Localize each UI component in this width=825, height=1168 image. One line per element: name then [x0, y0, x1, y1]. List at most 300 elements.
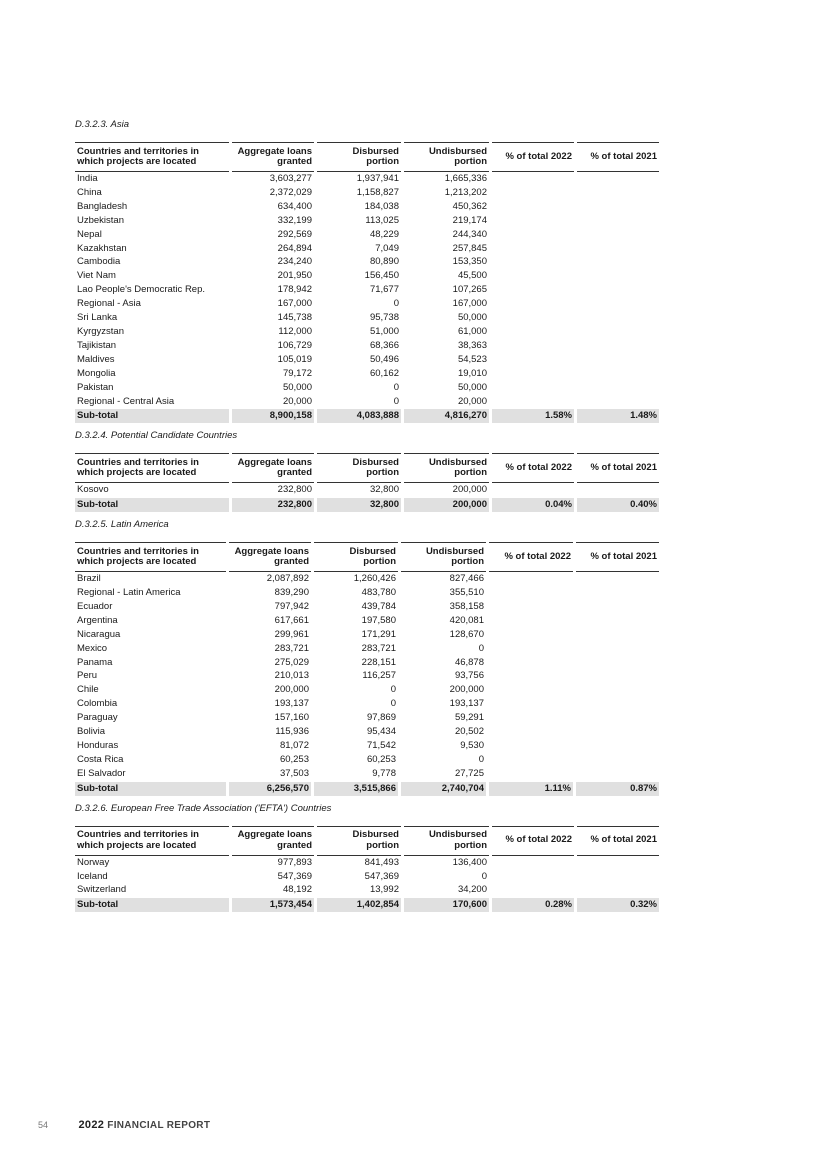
- value-cell: [577, 855, 659, 869]
- value-cell: 283,721: [274, 642, 309, 654]
- value-cell: [489, 725, 573, 739]
- value-cell: 95,434: [366, 726, 396, 738]
- value-cell: 95,738: [369, 312, 399, 324]
- table-row: [75, 614, 659, 628]
- value-cell: [576, 683, 659, 697]
- value-cell: 200,000: [449, 684, 484, 696]
- value-cell: [492, 483, 574, 498]
- value-cell: 200,000: [274, 684, 309, 696]
- header-disbursed: Disbursed portion: [317, 454, 401, 483]
- value-cell: 0: [390, 698, 396, 710]
- value-cell: [577, 297, 659, 311]
- header-pct2021: % of total 2021: [576, 543, 659, 572]
- data-table: [75, 542, 659, 796]
- value-cell: 0: [393, 395, 399, 407]
- value-cell: [576, 572, 659, 586]
- subtotal-label: Sub-total: [75, 498, 229, 512]
- value-cell: 0.87%: [576, 781, 659, 795]
- value-cell: [576, 767, 659, 781]
- value-cell: [492, 186, 574, 200]
- value-cell: [492, 353, 574, 367]
- value-cell: 105,019: [277, 353, 312, 365]
- value-cell: 839,290: [274, 587, 309, 599]
- value-cell: 228,151: [361, 656, 396, 668]
- country-cell: Iceland: [77, 870, 108, 882]
- value-cell: [576, 642, 659, 656]
- table-row: [75, 711, 659, 725]
- subtotal-row: [75, 898, 659, 912]
- table-row: [75, 883, 659, 897]
- country-cell: Switzerland: [77, 884, 127, 896]
- value-cell: 38,363: [457, 339, 487, 351]
- table-row: [75, 600, 659, 614]
- value-cell: 54,523: [457, 353, 487, 365]
- value-cell: 0.40%: [577, 498, 659, 512]
- country-cell: Viet Nam: [77, 270, 116, 282]
- value-cell: 157,160: [274, 712, 309, 724]
- value-cell: [576, 725, 659, 739]
- subtotal-row: [75, 498, 659, 512]
- value-cell: 106,729: [277, 339, 312, 351]
- country-cell: Colombia: [77, 698, 118, 710]
- data-table: [75, 453, 659, 512]
- value-cell: [576, 628, 659, 642]
- country-cell: Chile: [77, 684, 99, 696]
- report-title-text: FINANCIAL REPORT: [107, 1120, 211, 1131]
- value-cell: 1,937,941: [356, 173, 399, 184]
- table-row: [75, 642, 659, 656]
- value-cell: 634,400: [277, 200, 312, 212]
- country-cell: Brazil: [77, 573, 101, 585]
- value-cell: 234,240: [277, 256, 312, 268]
- value-cell: 97,869: [366, 712, 396, 724]
- value-cell: [576, 669, 659, 683]
- table-row: [75, 242, 659, 256]
- value-cell: [489, 753, 573, 767]
- value-cell: 420,081: [449, 614, 484, 626]
- table-row: [75, 586, 659, 600]
- country-cell: Tajikistan: [77, 339, 117, 351]
- value-cell: 200,000: [404, 498, 489, 512]
- value-cell: [492, 242, 574, 256]
- value-cell: 483,780: [361, 587, 396, 599]
- value-cell: 1,665,336: [444, 173, 487, 184]
- country-cell: Peru: [77, 670, 98, 682]
- header-aggregate: Aggregate loans granted: [232, 143, 314, 172]
- value-cell: 171,291: [361, 628, 396, 640]
- value-cell: 0: [390, 684, 396, 696]
- table-row: [75, 739, 659, 753]
- value-cell: 32,800: [369, 484, 399, 496]
- value-cell: [492, 228, 574, 242]
- value-cell: [489, 642, 573, 656]
- value-cell: [577, 353, 659, 367]
- value-cell: 210,013: [274, 670, 309, 682]
- value-cell: 81,072: [279, 740, 309, 751]
- value-cell: [489, 739, 573, 753]
- country-cell: Paraguay: [77, 712, 118, 724]
- value-cell: 4,083,888: [317, 409, 401, 423]
- value-cell: [489, 600, 573, 614]
- value-cell: [492, 297, 574, 311]
- value-cell: 50,000: [282, 381, 312, 393]
- value-cell: 977,893: [277, 856, 312, 868]
- value-cell: [489, 656, 573, 670]
- country-cell: Regional - Latin America: [77, 587, 181, 599]
- value-cell: 827,466: [449, 573, 484, 585]
- value-cell: 170,600: [404, 898, 489, 912]
- country-cell: Honduras: [77, 740, 119, 751]
- header-disbursed: Disbursed portion: [317, 143, 401, 172]
- value-cell: 1.58%: [492, 409, 574, 423]
- value-cell: 2,372,029: [269, 186, 312, 198]
- header-aggregate: Aggregate loans granted: [232, 454, 314, 483]
- value-cell: 299,961: [274, 628, 309, 640]
- value-cell: 9,530: [460, 740, 484, 751]
- value-cell: 113,025: [365, 214, 399, 226]
- value-cell: [576, 586, 659, 600]
- sections-container: [75, 118, 669, 912]
- value-cell: 283,721: [361, 642, 396, 654]
- report-year: 2022: [78, 1119, 105, 1131]
- value-cell: 9,778: [372, 767, 396, 779]
- value-cell: 450,362: [452, 200, 487, 212]
- table-row: [75, 297, 659, 311]
- value-cell: [489, 572, 573, 586]
- header-country: Countries and territories in which projects are located: [75, 454, 229, 483]
- value-cell: [492, 200, 574, 214]
- section-title: D.3.2.4. Potential Candidate Countries: [75, 430, 238, 442]
- value-cell: 50,000: [457, 312, 487, 324]
- country-cell: Sri Lanka: [77, 312, 118, 324]
- section-1: [75, 118, 669, 423]
- header-aggregate: Aggregate loans granted: [229, 543, 311, 572]
- value-cell: 1,402,854: [317, 898, 401, 912]
- value-cell: 0: [478, 753, 484, 765]
- value-cell: 219,174: [452, 214, 487, 226]
- data-table: [75, 826, 659, 913]
- table-row: [75, 325, 659, 339]
- value-cell: 167,000: [277, 298, 312, 310]
- value-cell: 0: [478, 642, 484, 654]
- value-cell: [492, 395, 574, 409]
- value-cell: 112,000: [278, 325, 312, 337]
- subtotal-label: Sub-total: [75, 409, 229, 423]
- value-cell: [489, 767, 573, 781]
- value-cell: 0.04%: [492, 498, 574, 512]
- value-cell: 71,677: [369, 284, 399, 296]
- data-table: [75, 142, 659, 423]
- table-row: [75, 395, 659, 409]
- table-row: [75, 172, 659, 186]
- table-row: [75, 725, 659, 739]
- value-cell: [577, 311, 659, 325]
- header-pct2021: % of total 2021: [577, 826, 659, 855]
- value-cell: 50,496: [369, 353, 399, 365]
- value-cell: 48,229: [369, 228, 399, 240]
- country-cell: Nepal: [77, 228, 102, 240]
- value-cell: 13,992: [369, 884, 399, 896]
- value-cell: [492, 367, 574, 381]
- value-cell: [577, 325, 659, 339]
- value-cell: [577, 228, 659, 242]
- value-cell: 4,816,270: [404, 409, 489, 423]
- value-cell: 2,740,704: [401, 781, 486, 795]
- country-cell: Regional - Asia: [77, 298, 141, 310]
- value-cell: 6,256,570: [229, 781, 311, 795]
- country-cell: Uzbekistan: [77, 214, 124, 226]
- value-cell: [577, 255, 659, 269]
- header-disbursed: Disbursed portion: [314, 543, 398, 572]
- header-undisbursed: Undisbursed portion: [404, 143, 489, 172]
- table-row: [75, 656, 659, 670]
- value-cell: 145,738: [277, 312, 312, 324]
- value-cell: [576, 600, 659, 614]
- value-cell: [492, 283, 574, 297]
- value-cell: 332,199: [277, 214, 312, 226]
- country-cell: Nicaragua: [77, 628, 121, 640]
- value-cell: [577, 395, 659, 409]
- value-cell: [489, 628, 573, 642]
- value-cell: [489, 711, 573, 725]
- value-cell: 60,253: [366, 753, 396, 765]
- value-cell: [577, 870, 659, 884]
- page-number: 54: [38, 1120, 49, 1130]
- value-cell: [577, 269, 659, 283]
- value-cell: 264,894: [277, 242, 312, 254]
- country-cell: Kazakhstan: [77, 242, 127, 254]
- country-cell: Bangladesh: [77, 200, 128, 212]
- section-4: [75, 802, 669, 913]
- value-cell: [576, 697, 659, 711]
- country-cell: El Salvador: [77, 767, 126, 779]
- value-cell: 46,878: [454, 656, 484, 668]
- country-cell: Costa Rica: [77, 753, 124, 765]
- value-cell: [577, 483, 659, 498]
- section-title: D.3.2.3. Asia: [75, 119, 130, 130]
- country-cell: Mongolia: [77, 367, 116, 379]
- value-cell: [577, 883, 659, 897]
- value-cell: 1,158,827: [356, 186, 399, 198]
- table-row: [75, 339, 659, 353]
- header-pct2022: % of total 2022: [492, 826, 574, 855]
- value-cell: 178,942: [277, 284, 312, 296]
- value-cell: 34,200: [457, 884, 487, 896]
- value-cell: 292,569: [277, 228, 312, 240]
- table-row: [75, 367, 659, 381]
- header-undisbursed: Undisbursed portion: [401, 543, 486, 572]
- value-cell: 797,942: [274, 600, 309, 612]
- value-cell: 20,000: [282, 395, 312, 407]
- value-cell: 244,340: [452, 228, 487, 240]
- value-cell: 20,000: [457, 395, 487, 407]
- value-cell: 257,845: [452, 242, 487, 254]
- value-cell: 184,038: [364, 200, 399, 212]
- table-row: [75, 381, 659, 395]
- value-cell: 232,800: [232, 498, 314, 512]
- header-pct2021: % of total 2021: [577, 143, 659, 172]
- value-cell: 201,950: [277, 270, 312, 282]
- value-cell: [492, 172, 574, 186]
- country-cell: Norway: [77, 856, 110, 868]
- value-cell: 355,510: [449, 587, 484, 599]
- value-cell: [492, 255, 574, 269]
- header-pct2021: % of total 2021: [577, 454, 659, 483]
- page-footer: [38, 1119, 210, 1131]
- value-cell: [577, 186, 659, 200]
- value-cell: 0: [393, 298, 399, 310]
- subtotal-label: Sub-total: [75, 898, 229, 912]
- value-cell: 61,000: [457, 325, 487, 337]
- value-cell: 19,010: [457, 367, 487, 379]
- table-row: [75, 870, 659, 884]
- table-row: [75, 572, 659, 586]
- value-cell: [577, 214, 659, 228]
- value-cell: 153,350: [452, 256, 487, 268]
- subtotal-row: [75, 781, 659, 795]
- header-undisbursed: Undisbursed portion: [404, 454, 489, 483]
- value-cell: 1,260,426: [353, 573, 396, 585]
- header-undisbursed: Undisbursed portion: [404, 826, 489, 855]
- value-cell: 115,936: [275, 726, 309, 738]
- header-country: Countries and territories in which projects are located: [75, 143, 229, 172]
- value-cell: [577, 283, 659, 297]
- report-title: [79, 1120, 211, 1131]
- header-country: Countries and territories in which projects are located: [75, 826, 229, 855]
- header-pct2022: % of total 2022: [492, 454, 574, 483]
- value-cell: [492, 381, 574, 395]
- header-disbursed: Disbursed portion: [317, 826, 401, 855]
- section-2: [75, 429, 669, 512]
- header-pct2022: % of total 2022: [489, 543, 573, 572]
- value-cell: 60,253: [279, 753, 309, 765]
- subtotal-label: Sub-total: [75, 781, 226, 795]
- value-cell: 20,502: [454, 726, 484, 738]
- value-cell: 3,515,866: [314, 781, 398, 795]
- table-row: [75, 283, 659, 297]
- value-cell: [576, 753, 659, 767]
- value-cell: 1,213,202: [444, 186, 487, 198]
- value-cell: 232,800: [277, 484, 312, 496]
- header-pct2022: % of total 2022: [492, 143, 574, 172]
- page-content: [75, 118, 669, 912]
- value-cell: 59,291: [454, 712, 484, 724]
- value-cell: 358,158: [449, 600, 484, 612]
- value-cell: [492, 214, 574, 228]
- value-cell: 80,890: [369, 256, 399, 268]
- country-cell: Panama: [77, 656, 113, 668]
- value-cell: [577, 339, 659, 353]
- value-cell: 27,725: [454, 767, 484, 779]
- value-cell: 193,137: [449, 698, 484, 710]
- value-cell: 156,450: [364, 270, 399, 282]
- country-cell: Regional - Central Asia: [77, 395, 175, 407]
- table-row: [75, 269, 659, 283]
- value-cell: 0.32%: [577, 898, 659, 912]
- value-cell: [577, 200, 659, 214]
- section-3: [75, 518, 669, 796]
- table-row: [75, 353, 659, 367]
- value-cell: 8,900,158: [232, 409, 314, 423]
- value-cell: [492, 855, 574, 869]
- country-cell: Lao People's Democratic Rep.: [77, 284, 206, 296]
- table-row: [75, 767, 659, 781]
- country-cell: China: [77, 186, 102, 198]
- value-cell: 68,366: [369, 339, 399, 351]
- table-row: [75, 200, 659, 214]
- value-cell: 0: [481, 870, 487, 882]
- value-cell: 107,265: [452, 284, 487, 296]
- value-cell: 48,192: [282, 884, 312, 896]
- value-cell: 193,137: [274, 698, 309, 710]
- table-row: [75, 214, 659, 228]
- table-row: [75, 255, 659, 269]
- value-cell: 136,400: [452, 856, 487, 868]
- value-cell: 50,000: [457, 381, 487, 393]
- value-cell: 7,049: [375, 242, 399, 254]
- value-cell: 128,670: [449, 628, 484, 640]
- value-cell: [492, 269, 574, 283]
- value-cell: 45,500: [457, 270, 487, 282]
- value-cell: 60,162: [369, 367, 399, 379]
- table-row: [75, 753, 659, 767]
- table-row: [75, 628, 659, 642]
- value-cell: 547,369: [277, 870, 312, 882]
- table-row: [75, 228, 659, 242]
- value-cell: 200,000: [452, 484, 487, 496]
- value-cell: 37,503: [279, 767, 309, 779]
- table-row: [75, 483, 659, 498]
- value-cell: 0.28%: [492, 898, 574, 912]
- value-cell: 547,369: [364, 870, 399, 882]
- country-cell: Kosovo: [77, 484, 109, 496]
- value-cell: 93,756: [454, 670, 484, 682]
- value-cell: 197,580: [361, 614, 396, 626]
- country-cell: Pakistan: [77, 381, 114, 393]
- country-cell: Kyrgyzstan: [77, 325, 124, 337]
- value-cell: [577, 172, 659, 186]
- country-cell: India: [77, 173, 98, 184]
- value-cell: [489, 669, 573, 683]
- value-cell: 71,542: [366, 740, 396, 751]
- value-cell: 1.11%: [489, 781, 573, 795]
- value-cell: 32,800: [317, 498, 401, 512]
- section-title: D.3.2.5. Latin America: [75, 519, 169, 531]
- value-cell: 0: [393, 381, 399, 393]
- subtotal-row: [75, 409, 659, 423]
- table-row: [75, 855, 659, 869]
- value-cell: 3,603,277: [269, 173, 312, 184]
- value-cell: 116,257: [362, 670, 396, 682]
- value-cell: [489, 586, 573, 600]
- country-cell: Ecuador: [77, 600, 113, 612]
- value-cell: [576, 739, 659, 753]
- value-cell: 439,784: [361, 600, 396, 612]
- table-row: [75, 186, 659, 200]
- value-cell: [489, 683, 573, 697]
- value-cell: [492, 883, 574, 897]
- value-cell: 51,000: [369, 325, 399, 337]
- value-cell: 841,493: [364, 856, 399, 868]
- header-aggregate: Aggregate loans granted: [232, 826, 314, 855]
- value-cell: 617,661: [274, 614, 309, 626]
- country-cell: Cambodia: [77, 256, 121, 268]
- table-row: [75, 311, 659, 325]
- value-cell: [577, 367, 659, 381]
- section-title: D.3.2.6. European Free Trade Association ('EFTA') Countries: [75, 802, 332, 814]
- country-cell: Mexico: [77, 642, 108, 654]
- value-cell: [577, 242, 659, 256]
